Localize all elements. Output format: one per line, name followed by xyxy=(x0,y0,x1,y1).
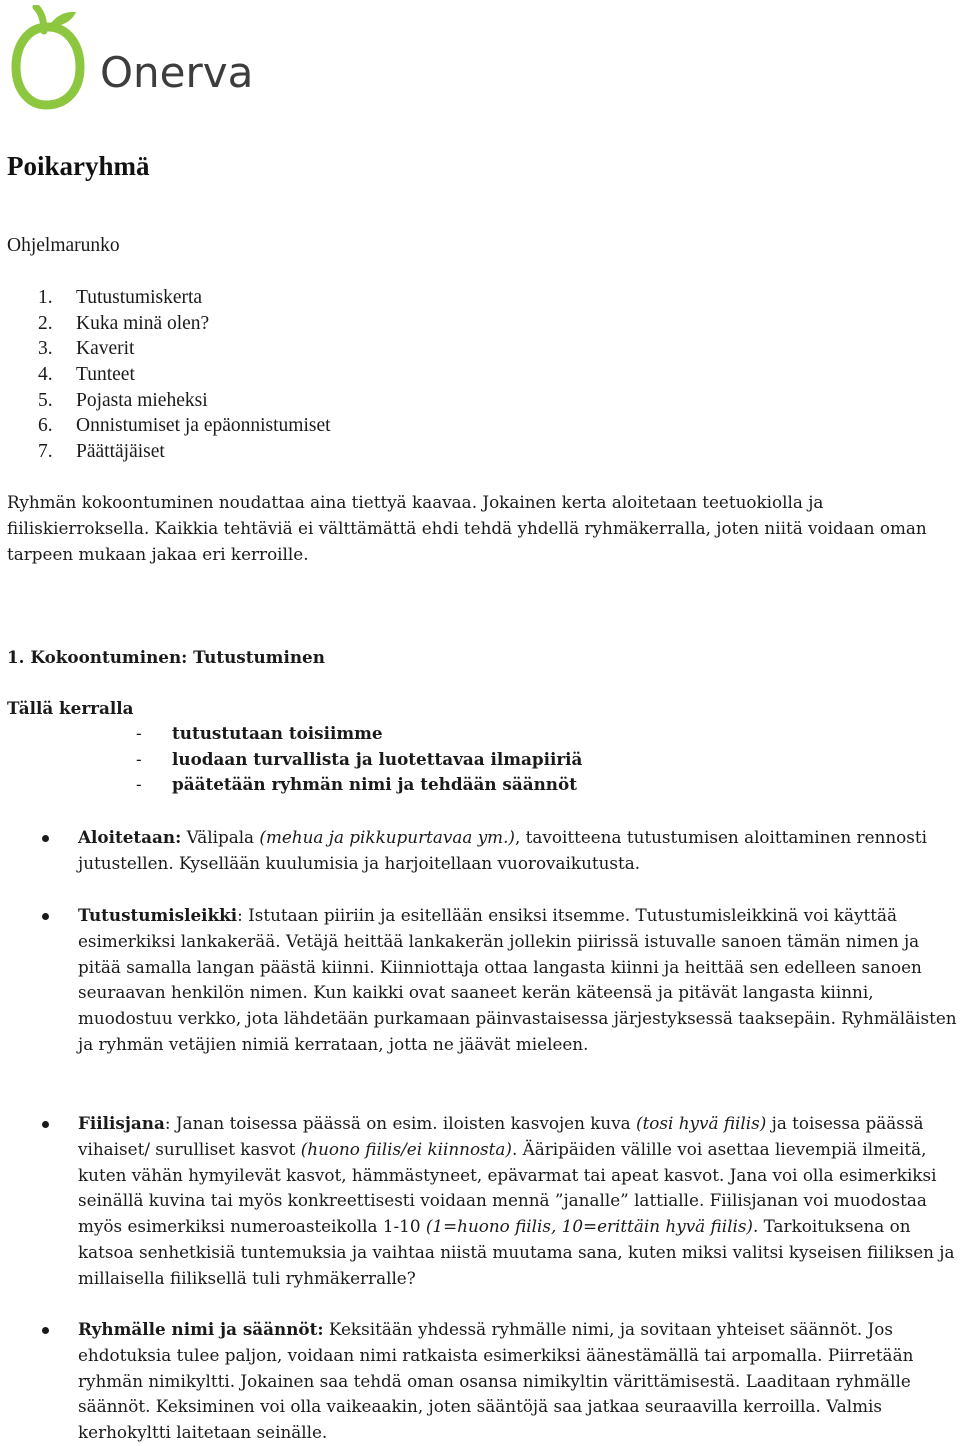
list-item: - päätetään ryhmän nimi ja tehdään säännöt xyxy=(136,774,577,795)
onerva-logo xyxy=(8,5,254,110)
activity-label: Aloitetaan: xyxy=(78,827,182,847)
logo-wordmark: Onerva xyxy=(100,48,254,97)
list-item: - luodaan turvallista ja luotettavaa ilmapiiriä xyxy=(136,748,583,769)
activity-group-name-rules: Ryhmälle nimi ja säännöt: Keksitään yhdessä ryhmälle nimi, ja sovitaan yhteiset säännöt. Jos ehdotuksia tulee paljon, voidaan nimi ratkaista esimerkiksi äänestämällä tai arpomalla. Piirretään ryhmän nimikyltti. Jokainen saa tehdä oman osansa nimikyltin värittämisestä. Laaditaan ryhmälle säännöt. Keksiminen voi olla vaikeaakin, joten sääntöjä saa jatkaa seuraavilla kerroilla. Valmis kerhokyltti laitetaan seinälle. xyxy=(78,1317,958,1446)
bullet-icon xyxy=(42,1121,49,1128)
activity-label: Fiilisjana xyxy=(78,1113,165,1133)
bullet-icon xyxy=(42,1327,49,1334)
activity-feeling-line: Fiilisjana: Janan toisessa päässä on esim. iloisten kasvojen kuva (tosi hyvä fiilis) ja toisessa päässä vihaiset/ surulliset kasvot (huono fiilis/ei kiinnosta). Ääripäiden välille voi asettaa lievempiä ilmeitä, kuten vähän hymyilevät kasvot, hämmästyneet, epävarmat tai apeat kasvot. Jana voi olla esimerkiksi seinällä kuvina tai myös konkreettisesti voidaan mennä ”janalle” lattialle. Fiilisjanan voi muodostaa myös esimerkiksi numeroasteikolla 1-10 (1=huono fiilis, 10=erittäin hyvä fiilis). Tarkoituksena on katsoa senhetkisiä tuntemuksia ja vaihtaa niistä muutama sana, kuten miksi valitsi kyseisen fiiliksen ja millaisella fiiliksellä tuli ryhmäkerralle? xyxy=(78,1111,958,1292)
page-title: Poikaryhmä xyxy=(7,151,150,181)
list-item: 3. Kaverit xyxy=(38,338,135,360)
activity-introduction-game: Tutustumisleikki: Istutaan piiriin ja esitellään ensiksi itsemme. Tutustumisleikkinä voi käyttää esimerkiksi lankakerää. Vetäjä heittää lankakerän jollekin piirissä istuvalle sanoen tämän nimen ja pitää samalla langan päästä kiinni. Kiinniottaja ottaa langasta kiinni ja heittää sen edelleen sanoen seuraavan henkilön nimen. Kun kaikki ovat saaneet kerän käteensä ja pitävät langasta kiinni, muodostuu verkko, jota lähdetään purkamaan päinvastaisessa järjestyksessä taaksepäin. Ryhmäläisten ja ryhmän vetäjien nimiä kerrataan, jotta ne jäävät mieleen. xyxy=(78,903,958,1058)
intro-paragraph: Ryhmän kokoontuminen noudattaa aina tiettyä kaavaa. Jokainen kerta aloitetaan teetuokiolla ja fiiliskierroksella. Kaikkia tehtäviä ei välttämättä ehdi tehdä yhdellä ryhmäkerralla, joten niitä voidaan oman tarpeen mukaan jakaa eri kerroille. xyxy=(7,492,927,565)
activity-label: Ryhmälle nimi ja säännöt: xyxy=(78,1319,324,1339)
bullet-icon xyxy=(42,835,49,842)
goals-list xyxy=(136,721,582,798)
activity-snack: Aloitetaan: Välipala (mehua ja pikkupurtavaa ym.), tavoitteena tutustumisen aloittaminen rennosti jutustellen. Kysellään kuulumisia ja harjoitellaan vuorovaikutusta. xyxy=(78,825,958,877)
program-outline-list xyxy=(38,285,331,465)
list-item: 2. Kuka minä olen? xyxy=(38,312,210,334)
goals-heading: Tällä kerralla xyxy=(7,698,134,718)
pear-icon xyxy=(8,5,88,110)
list-item: 5. Pojasta mieheksi xyxy=(38,389,208,411)
program-outline-heading: Ohjelmarunko xyxy=(7,235,120,256)
section-heading: 1. Kokoontuminen: Tutustuminen xyxy=(7,647,325,667)
activity-label: Tutustumisleikki xyxy=(78,905,238,925)
list-item: 7. Päättäjäiset xyxy=(38,441,165,463)
bullet-icon xyxy=(42,913,49,920)
list-item: 6. Onnistumiset ja epäonnistumiset xyxy=(38,415,331,437)
list-item: - tutustutaan toisiimme xyxy=(136,723,383,743)
list-item: 4. Tunteet xyxy=(38,364,135,386)
list-item: 1. Tutustumiskerta xyxy=(38,287,203,308)
